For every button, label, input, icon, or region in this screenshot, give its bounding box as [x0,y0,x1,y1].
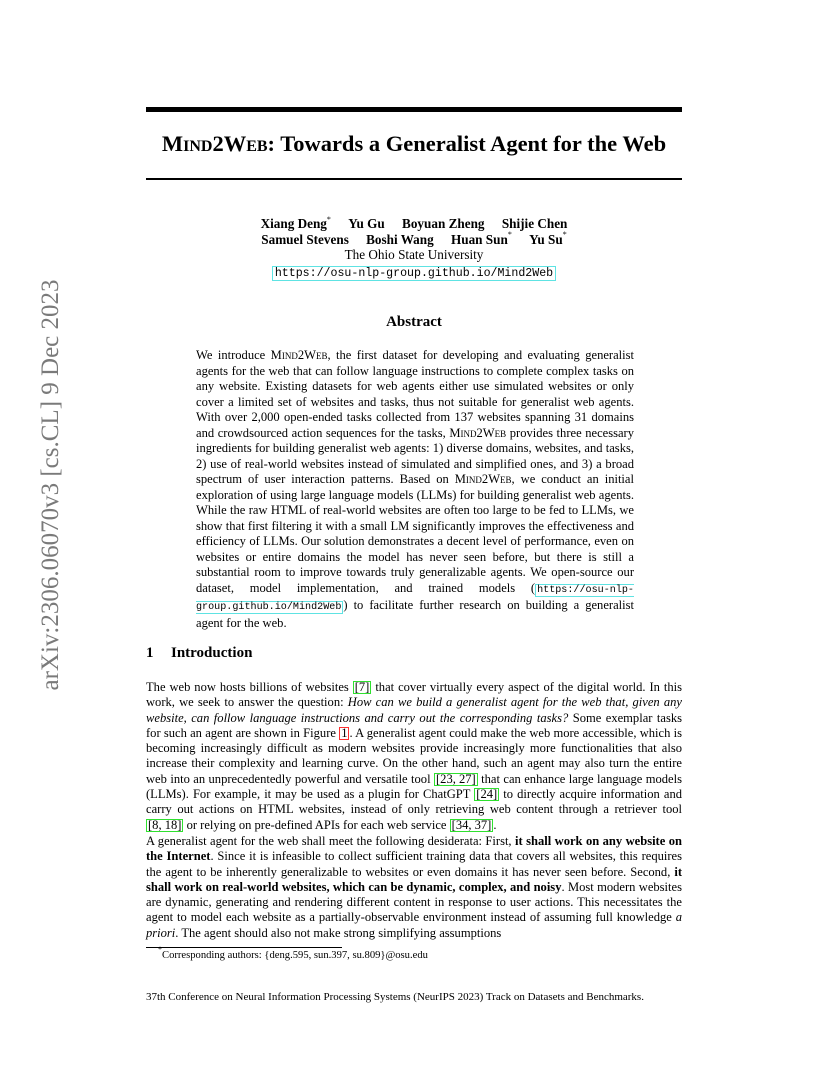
title-bottom-rule [146,178,682,180]
author-name: Shijie Chen [501,216,568,231]
section-title: Introduction [171,645,253,661]
intro-paragraph-1: The web now hosts billions of websites [7] that cover virtually every aspect of the digital world. In this work, we seek to answer the question: How can we build a generalist agent for the web that, given any website, can follow language instructions and carry out the corresponding tasks? Some exemplar tasks for such an agent are shown in Figure 1 . A generalist agent could make the web more accessible, which is becoming increasingly difficult as modern websites provide increasingly more functionalities that also increase their complexity and learning curve. On the other hand, such an agent may also turn the entire web into an unprecedentedly powerful and versatile tool [23, 27] that can enhance large language models (LLMs). For example, it may be used as a plugin for ChatGPT [24] to directly acquire information and carry out actions on HTML websites, instead of only retrieving web content through a retriever tool [8, 18] or relying on pre-defined APIs for each web service [34, 37] . [146,680,683,832]
abstract-segment: provides three necessary ingredients for building generalist web agents: 1) diverse domains, websites, and tasks, 2) use of real-world websites instead of simulated and simplified ones, and 3) a broad spectrum of user interaction patterns. Based on [196,425,634,486]
abstract-segment: We introduce [196,348,271,362]
dataset-name: Mind2Web [270,348,328,362]
author-line-1: Xiang Deng* Yu Gu Boyuan Zheng Shijie Chen [260,214,568,231]
author-name: Boyuan Zheng [402,216,485,231]
dataset-name: Mind2Web [454,472,512,486]
abstract-segment: , the first dataset for developing and evaluating generalist agents for the web that can follow language instructions to complete complex tasks on any website. Existing datasets for web agents either use simulated websites or only cover a limited set of websites and tasks, thus not suitable for generalist web agents. With over 2,000 open-ended tasks collected from 137 websites spanning 31 domains and crowdsourced action sequences for the tasks, [196,348,634,440]
footnote-mark: * [158,945,162,955]
abstract-url-link[interactable]: https://osu-nlp-group.github.io/Mind2Web [196,584,634,613]
abstract-heading: Abstract [386,314,442,330]
desideratum-1: it shall work on any website on the Internet [146,834,682,864]
citation-link[interactable]: [23, 27] [436,771,476,786]
footnote-text: Corresponding authors: {deng.595, sun.397, su.809}@osu.edu [162,950,428,961]
citation-link[interactable]: [24] [476,787,498,802]
footnote [158,945,428,961]
author-line-2: Samuel Stevens Boshi Wang Huan Sun* Yu Su* [261,230,567,247]
dataset-name: Mind2Web [449,425,507,440]
author-name: Huan Sun [450,231,508,247]
author-block [146,216,682,281]
desideratum-2: it shall work on real-world websites, which can be dynamic, complex, and noisy [146,864,682,894]
author-name: Boshi Wang [366,231,434,247]
abstract-segment: ) to facilitate further research on building a generalist agent for the web. [196,598,634,630]
intro-paragraph-2: A generalist agent for the web shall meet the following desiderata: First, it shall work on any website on the Internet. Since it is infeasible to collect sufficient training data that covers all websites, this requires the agent to be inherently generalizable to websites or even domains it has never seen before. Second, it shall work on real-world websites, which can be dynamic, complex, and noisy. Most modern websites are dynamic, generating and rendering different content in response to user actions. This necessitates the agent to model each website as a partially-observable environment instead of assuming full knowledge a priori. The agent should also not make strong simplifying assumptions [146,834,683,940]
abstract-text [196,348,634,631]
section-number: 1 [146,645,154,661]
a-priori: a priori [146,910,682,940]
figure-link[interactable]: 1 [341,725,348,740]
research-question: How can we build a generalist agent for the web that, given any website, can follow language instructions and carry out the corresponding tasks? [146,695,682,725]
title-top-rule [146,107,682,112]
arxiv-id: arXiv:2306.06070v3 [cs.CL] 9 Dec 2023 [37,279,64,691]
citation-link[interactable]: [8, 18] [148,817,182,832]
title-rest: : Towards a Generalist Agent for the Web [267,131,667,156]
conference-note: 37th Conference on Neural Information Processing Systems (NeurIPS 2023) Track on Datasets and Benchmarks. [146,991,644,1003]
title-dataset-name: Mind2Web [161,131,268,156]
author-name: Xiang Deng [260,216,327,231]
author-name: Yu Gu [348,216,385,231]
author-name: Samuel Stevens [261,231,349,247]
author-name: Yu Su [529,231,563,247]
citation-link[interactable]: [34, 37] [451,817,492,832]
affiliation: The Ohio State University [344,247,484,262]
citation-link[interactable]: [7] [354,680,370,694]
project-url-link[interactable]: https://osu-nlp-group.github.io/Mind2Web [272,266,556,281]
paper-title [146,131,682,157]
footnote-rule [146,947,342,948]
abstract-segment: , we conduct an initial exploration of using large language models (LLMs) for building generalist web agents. While the raw HTML of real-world websites are often too large to be fed to LLMs, we show that first filtering it with a small LM significantly improves the effectiveness and efficiency of LLMs. Our solution demonstrates a decent level of performance, even on websites or entire domains the model has never seen before, but there is still a substantial room to improve towards truly generalizable agents. We open-source our dataset, model implementation, and trained models ( [196,472,634,595]
section-heading [146,645,252,662]
